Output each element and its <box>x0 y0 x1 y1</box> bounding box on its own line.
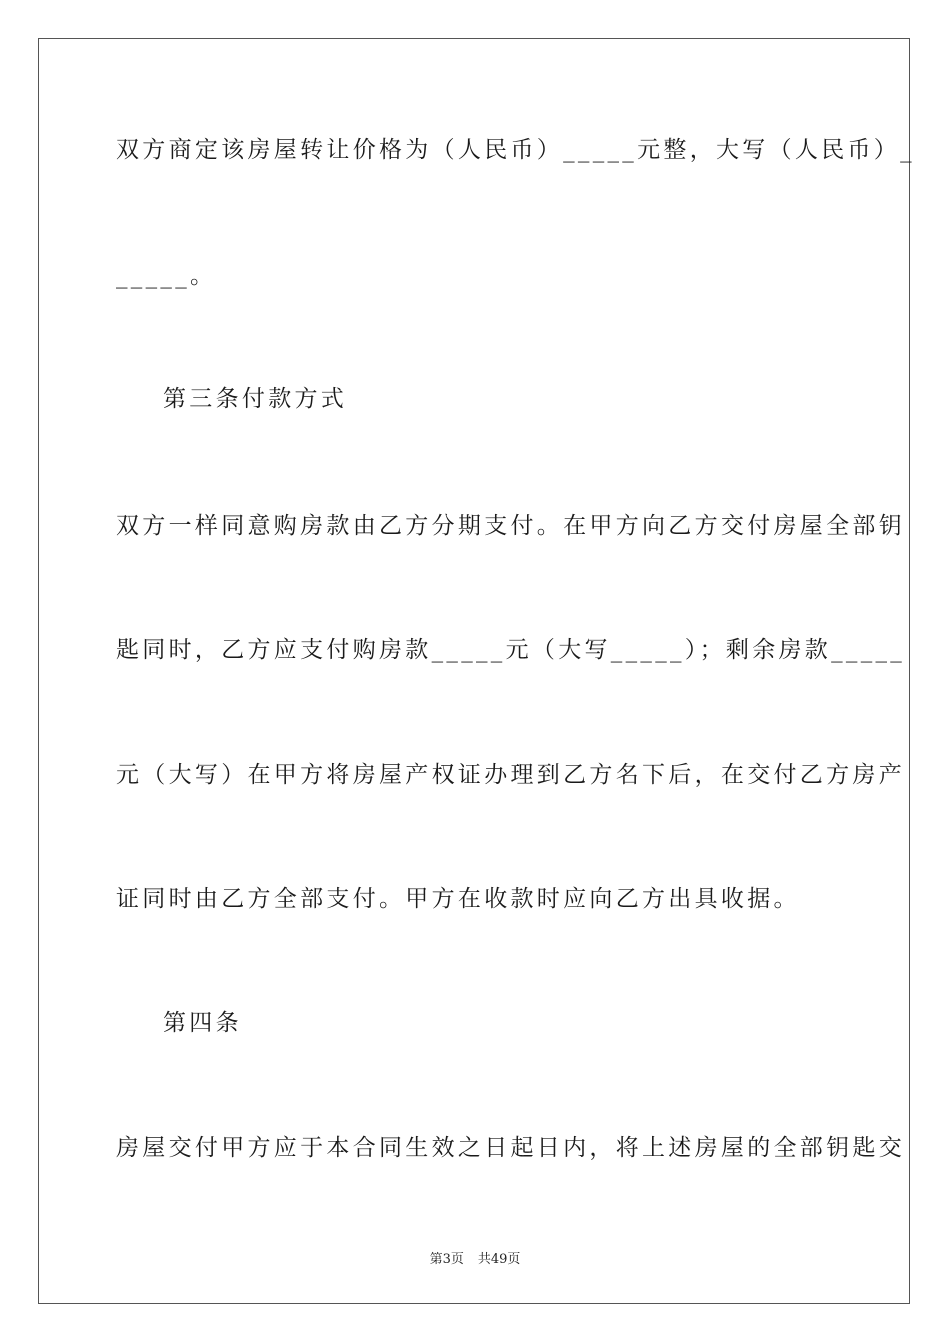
page-footer <box>0 1248 950 1267</box>
page-number: 第3页 <box>429 1252 464 1267</box>
article-4-heading: 第四条 <box>163 1010 242 1036</box>
price-clause-line-2: _____。 <box>116 263 217 289</box>
article-3-heading: 第三条付款方式 <box>163 386 348 412</box>
payment-paragraph-line-4: 证同时由乙方全部支付。甲方在收款时应向乙方出具收据。 <box>116 886 800 912</box>
payment-paragraph-line-3: 元（大写）在甲方将房屋产权证办理到乙方名下后，在交付乙方房产 <box>116 762 905 788</box>
price-clause-line-1: 双方商定该房屋转让价格为（人民币）_____元整，大写（人民币）_ <box>116 137 915 163</box>
payment-paragraph-line-2: 匙同时，乙方应支付购房款_____元（大写_____）；剩余房款_____ <box>116 637 906 663</box>
total-pages: 共49页 <box>477 1252 521 1267</box>
payment-paragraph-line-1: 双方一样同意购房款由乙方分期支付。在甲方向乙方交付房屋全部钥 <box>116 513 905 539</box>
page-border <box>38 38 910 1304</box>
delivery-paragraph-line-1: 房屋交付甲方应于本合同生效之日起日内，将上述房屋的全部钥匙交 <box>116 1135 905 1161</box>
